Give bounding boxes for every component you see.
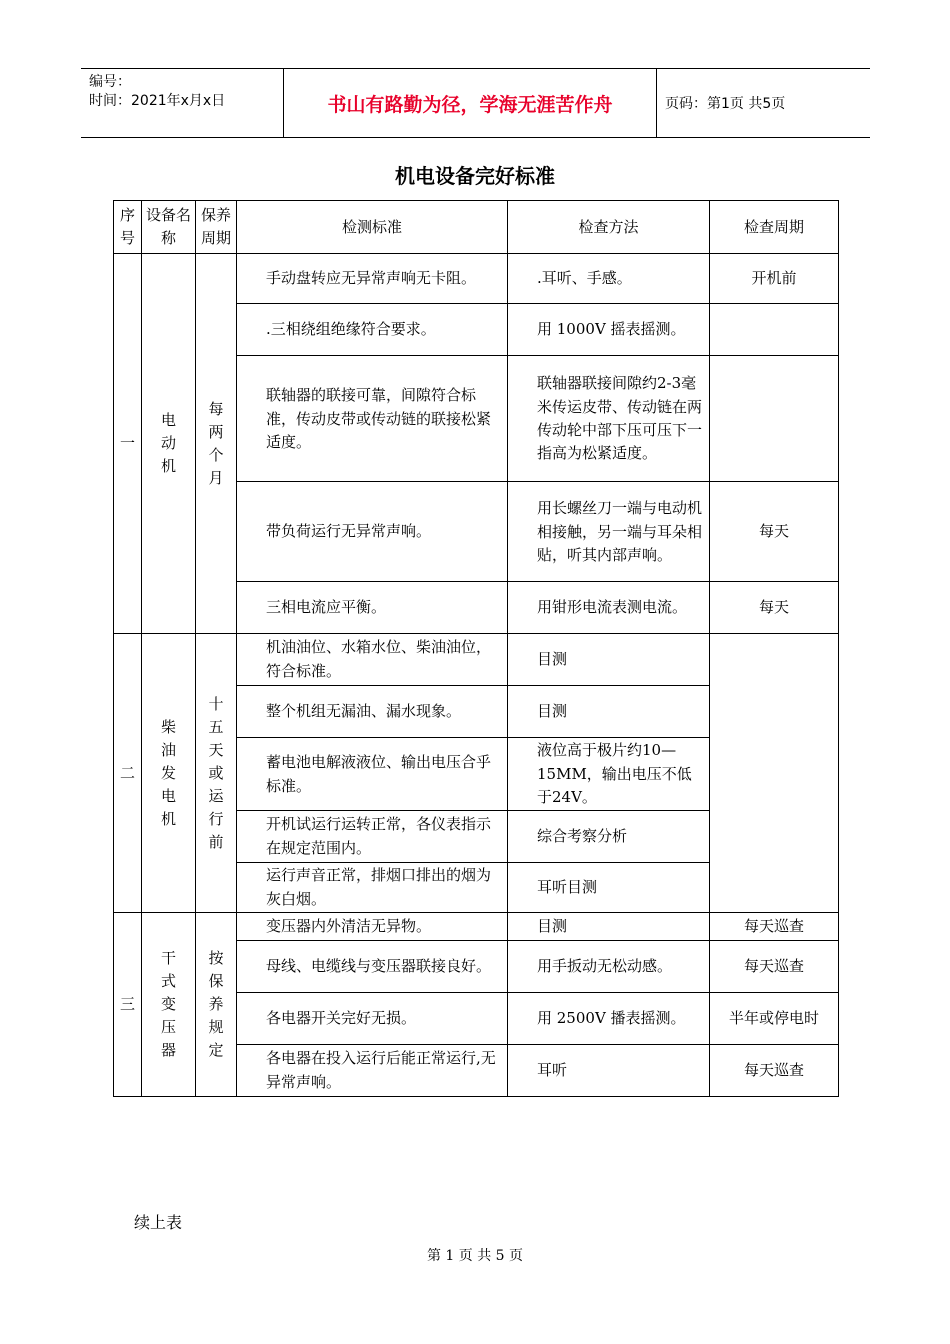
standard-item-text: 联轴器的联接可靠，间隙符合标准，传动皮带或传动链的联接松紧适度。 bbox=[266, 385, 492, 451]
standards-table bbox=[113, 200, 839, 1097]
method-item bbox=[508, 738, 710, 811]
method-item-text: 耳听目测 bbox=[537, 877, 598, 896]
standard-item-text: 整个机组无漏油、漏水现象。 bbox=[266, 701, 462, 720]
standard-item bbox=[237, 993, 508, 1045]
method-item-number bbox=[511, 597, 537, 620]
standard-item bbox=[237, 738, 508, 811]
method-item bbox=[508, 941, 710, 993]
header-motto: 书山有路勤为径，学海无涯苦作舟 bbox=[283, 69, 657, 137]
check-cycle: 半年或停电时 bbox=[710, 993, 839, 1045]
standard-item bbox=[237, 1045, 508, 1097]
standard-item-number bbox=[240, 814, 266, 837]
method-item bbox=[508, 304, 710, 356]
standard-item-number bbox=[240, 637, 266, 660]
header-meta bbox=[89, 73, 225, 111]
group-number: 二 bbox=[114, 634, 142, 913]
check-cycle: 每天巡查 bbox=[710, 941, 839, 993]
check-cycle bbox=[710, 304, 839, 356]
standard-item bbox=[237, 686, 508, 738]
check-cycle: 每天 bbox=[710, 582, 839, 634]
method-item-text: 液位高于极片约10—15MM，输出电压不低于24V。 bbox=[537, 741, 692, 806]
standard-item-number bbox=[240, 521, 266, 544]
group-number: 一 bbox=[114, 254, 142, 634]
standard-item-number bbox=[240, 268, 266, 291]
standard-item-text: 机油油位、水箱水位、柴油油位，符合标准。 bbox=[266, 638, 492, 680]
table-row bbox=[114, 634, 839, 686]
method-item-number bbox=[511, 1008, 537, 1031]
standard-item bbox=[237, 863, 508, 913]
method-item-text: 目测 bbox=[537, 649, 568, 668]
method-item-number bbox=[511, 916, 537, 939]
standard-item bbox=[237, 941, 508, 993]
method-item bbox=[508, 863, 710, 913]
standard-item-number bbox=[240, 1048, 266, 1071]
standard-item-text: 运行声音正常，排烟口排出的烟为灰白烟。 bbox=[266, 866, 492, 908]
time-label: 时间：2021年x月x日 bbox=[89, 93, 226, 109]
standard-item-number bbox=[240, 597, 266, 620]
method-item bbox=[508, 482, 710, 582]
method-item-text: 用长螺丝刀一端与电动机相接触，另一端与耳朵相贴，听其内部声响。 bbox=[537, 498, 703, 564]
standard-item-text: 带负荷运行无异常声响。 bbox=[266, 521, 432, 540]
method-item bbox=[508, 686, 710, 738]
standard-item-number bbox=[240, 916, 266, 939]
standard-item bbox=[237, 254, 508, 304]
method-item bbox=[508, 356, 710, 482]
check-cycle: 开机前 bbox=[710, 254, 839, 304]
method-item-number bbox=[511, 319, 537, 342]
method-item-text: 目测 bbox=[537, 701, 568, 720]
standard-item-text: 变压器内外清洁无异物。 bbox=[266, 916, 432, 935]
device-name: 干式变压器 bbox=[142, 913, 196, 1097]
standard-item-text: 手动盘转应无异常声响无卡阻。 bbox=[266, 268, 477, 287]
standard-item-text: 三相电流应平衡。 bbox=[266, 597, 387, 616]
standard-item-text: 蓄电池电解液液位、输出电压合乎标准。 bbox=[266, 752, 492, 795]
standard-item bbox=[237, 482, 508, 582]
method-item bbox=[508, 582, 710, 634]
device-name: 电动机 bbox=[142, 254, 196, 634]
method-item-number bbox=[511, 498, 537, 521]
method-item-number bbox=[511, 701, 537, 724]
standard-item-number bbox=[240, 319, 266, 342]
method-item-text: 用 2500V 播表摇测。 bbox=[537, 1008, 686, 1027]
method-item-number bbox=[511, 826, 537, 849]
check-cycle bbox=[710, 634, 839, 913]
method-item bbox=[508, 254, 710, 304]
method-item bbox=[508, 913, 710, 941]
standard-item-text: 各电器开关完好无损。 bbox=[266, 1008, 417, 1027]
table-row bbox=[114, 254, 839, 304]
method-item-text: 综合考察分析 bbox=[537, 826, 628, 845]
col-header-method: 检查方法 bbox=[508, 201, 710, 254]
method-item-text: 目测 bbox=[537, 916, 568, 935]
page-header bbox=[81, 68, 870, 138]
method-item-text: .耳听、手感。 bbox=[537, 268, 632, 287]
standard-item-text: 母线、电缆线与变压器联接良好。 bbox=[266, 956, 492, 975]
method-item-text: 用手扳动无松动感。 bbox=[537, 956, 673, 975]
maintenance-period: 十五天或运行前 bbox=[196, 634, 237, 913]
page-title: 机电设备完好标准 bbox=[395, 164, 555, 188]
standard-item bbox=[237, 304, 508, 356]
method-item-text: 联轴器联接间隙约2-3毫米传运皮带、传动链在两传动轮中部下压可压下一指高为松紧适度。 bbox=[537, 374, 703, 462]
maintenance-period: 按保养规定 bbox=[196, 913, 237, 1097]
method-item-number bbox=[511, 268, 537, 291]
standard-item bbox=[237, 582, 508, 634]
method-item bbox=[508, 811, 710, 863]
method-item-number bbox=[511, 956, 537, 979]
continued-label: 续上表 bbox=[134, 1213, 183, 1232]
standard-item bbox=[237, 634, 508, 686]
standard-item-text: 开机试运行运转正常，各仪表指示在规定范围内。 bbox=[266, 815, 492, 857]
table-header-row bbox=[114, 201, 839, 254]
col-header-cycle: 检查周期 bbox=[710, 201, 839, 254]
method-item-number bbox=[511, 373, 537, 396]
standard-item bbox=[237, 913, 508, 941]
check-cycle: 每天 bbox=[710, 482, 839, 582]
check-cycle: 每天巡查 bbox=[710, 913, 839, 941]
standard-item-number bbox=[240, 1008, 266, 1031]
standard-item-number bbox=[240, 385, 266, 408]
method-item-number bbox=[511, 740, 537, 763]
standard-item-number bbox=[240, 701, 266, 724]
header-page-info: 页码：第1页 共5页 bbox=[665, 96, 786, 112]
device-name: 柴油发电机 bbox=[142, 634, 196, 913]
method-item-number bbox=[511, 649, 537, 672]
method-item bbox=[508, 634, 710, 686]
standard-item-text: 各电器在投入运行后能正常运行,无异常声响。 bbox=[266, 1049, 496, 1091]
method-item-number bbox=[511, 1060, 537, 1083]
method-item bbox=[508, 1045, 710, 1097]
col-header-device: 设备名称 bbox=[142, 201, 196, 254]
method-item-text: 用 1000V 摇表摇测。 bbox=[537, 319, 686, 338]
method-item bbox=[508, 993, 710, 1045]
standard-item bbox=[237, 811, 508, 863]
table-row bbox=[114, 913, 839, 941]
standard-item-text: .三相绕组绝缘符合要求。 bbox=[266, 319, 436, 338]
maintenance-period: 每两个月 bbox=[196, 254, 237, 634]
check-cycle bbox=[710, 356, 839, 482]
standard-item-number bbox=[240, 752, 266, 775]
page-footer: 第 1 页 共 5 页 bbox=[426, 1248, 524, 1264]
method-item-number bbox=[511, 877, 537, 900]
serial-label: 编号： bbox=[89, 74, 131, 90]
col-header-period: 保养周期 bbox=[196, 201, 237, 254]
standard-item-number bbox=[240, 865, 266, 888]
standard-item-number bbox=[240, 956, 266, 979]
standard-item bbox=[237, 356, 508, 482]
check-cycle: 每天巡查 bbox=[710, 1045, 839, 1097]
group-number: 三 bbox=[114, 913, 142, 1097]
col-header-standard: 检测标准 bbox=[237, 201, 508, 254]
col-header-no: 序号 bbox=[114, 201, 142, 254]
method-item-text: 用钳形电流表测电流。 bbox=[537, 597, 688, 616]
method-item-text: 耳听 bbox=[537, 1060, 568, 1079]
